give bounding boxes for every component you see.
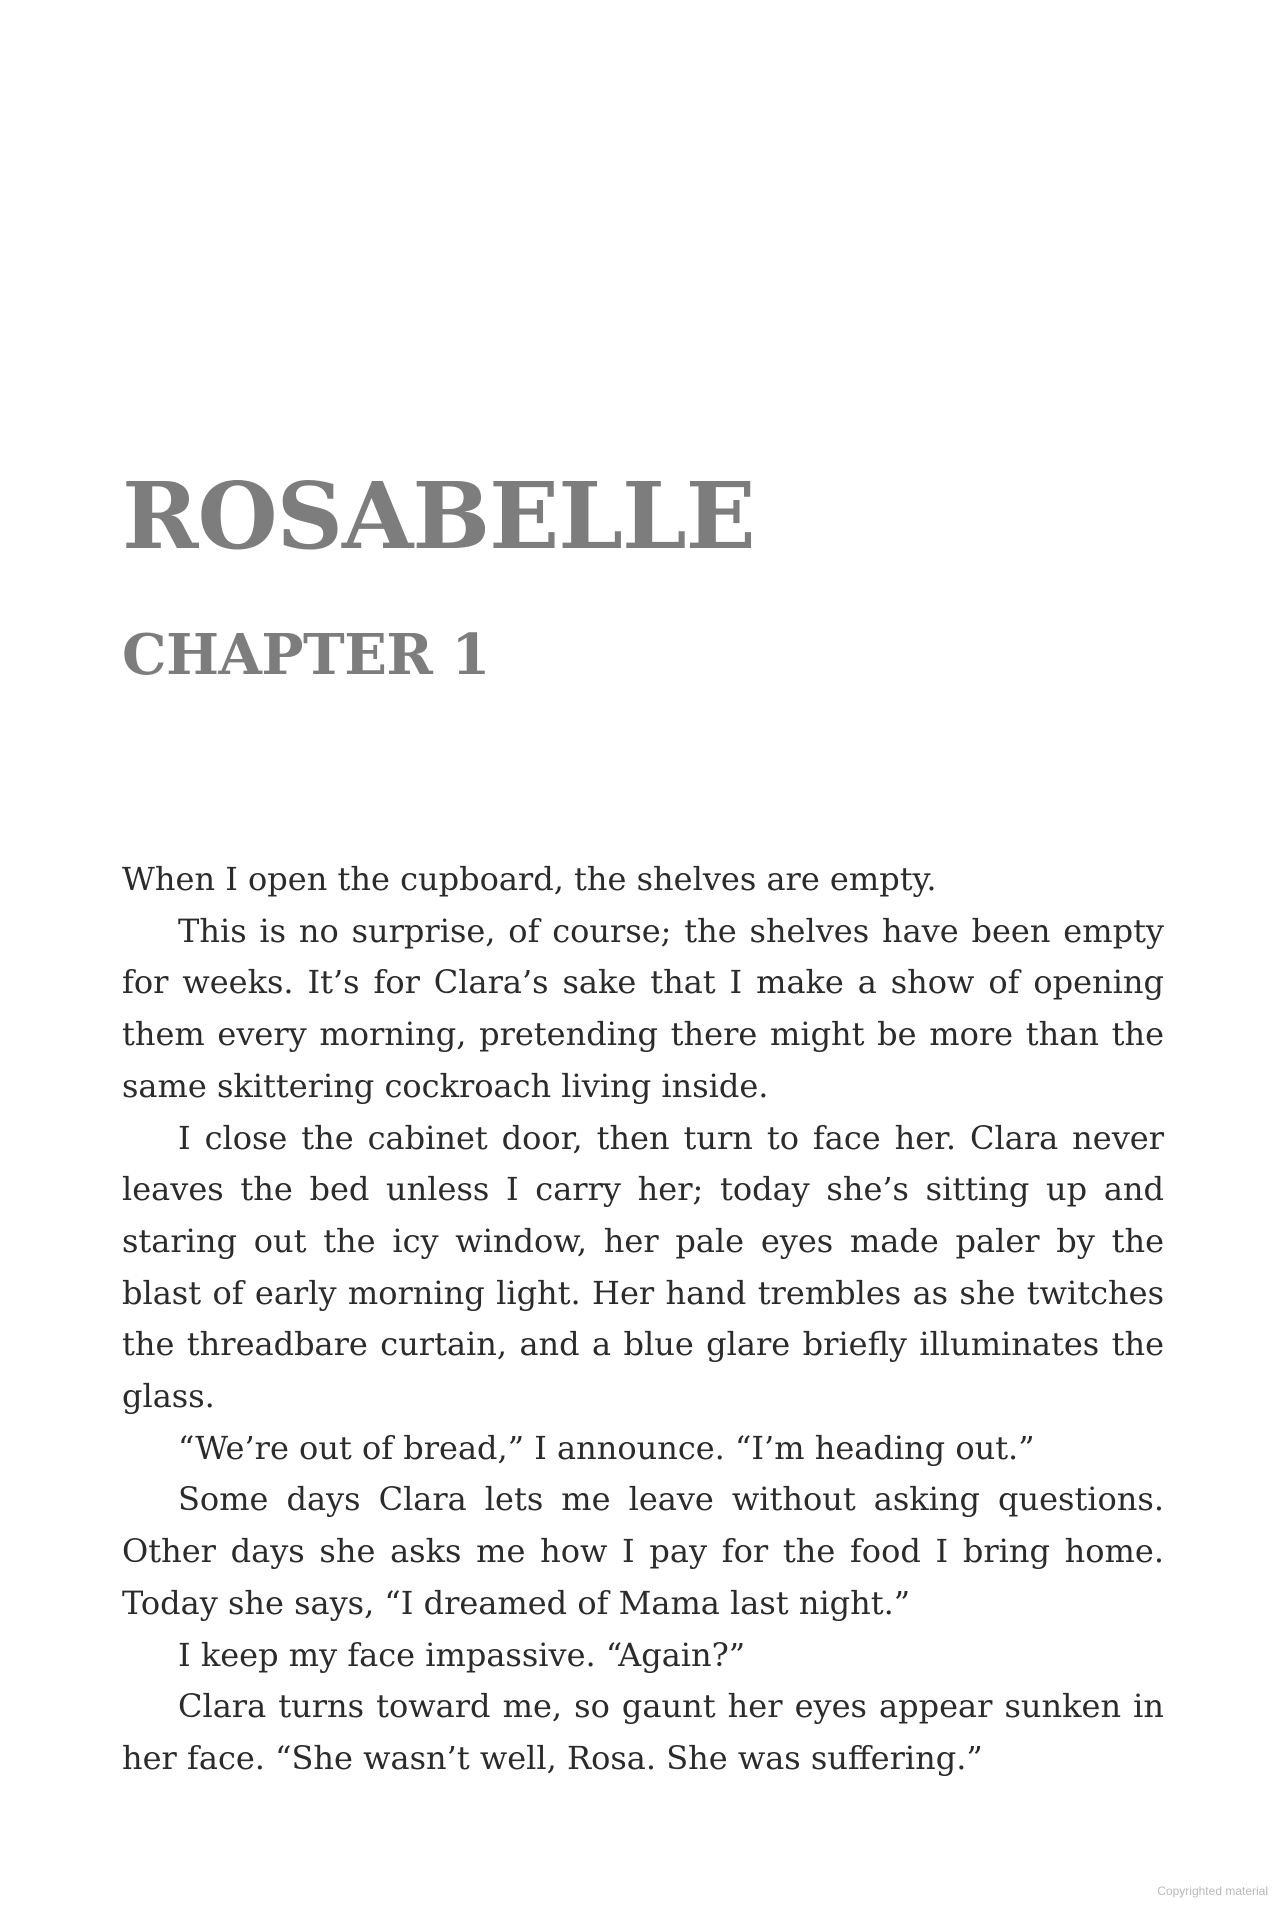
paragraph: When I open the cupboard, the shelves are empty. — [122, 860, 937, 898]
chapter-body — [122, 854, 1164, 1785]
paragraph: Some days Clara lets me leave without asking questions. Other days she asks me how I pay for the food I bring home. Today she says, “I dreamed of Mama last night.” — [122, 1480, 1164, 1622]
paragraph: I keep my face impassive. “Again?” — [178, 1635, 746, 1674]
paragraph: Clara turns toward me, so gaunt her eyes appear sunken in her face. “She wasn’t well, Rosa. She was suffering.” — [122, 1687, 1164, 1777]
chapter-heading: CHAPTER 1 — [122, 622, 490, 688]
copyright-notice: Copyrighted material — [1157, 1884, 1268, 1898]
paragraph: I close the cabinet door, then turn to face her. Clara never leaves the bed unless I carry her; today she’s sitting up and staring out the icy window, her pale eyes made paler by the blast of early morning light. Her hand trembles as she twitches the threadbare curtain, and a blue glare briefly illuminates the glass. — [122, 1118, 1164, 1416]
paragraph: “We’re out of bread,” I announce. “I’m heading out.” — [178, 1428, 1035, 1467]
part-title: ROSABELLE — [122, 462, 755, 570]
paragraph: This is no surprise, of course; the shelves have been empty for weeks. It’s for Clara’s sake that I make a show of opening them every morning, pretending there might be more than the same skittering cockroach living inside. — [122, 911, 1164, 1105]
